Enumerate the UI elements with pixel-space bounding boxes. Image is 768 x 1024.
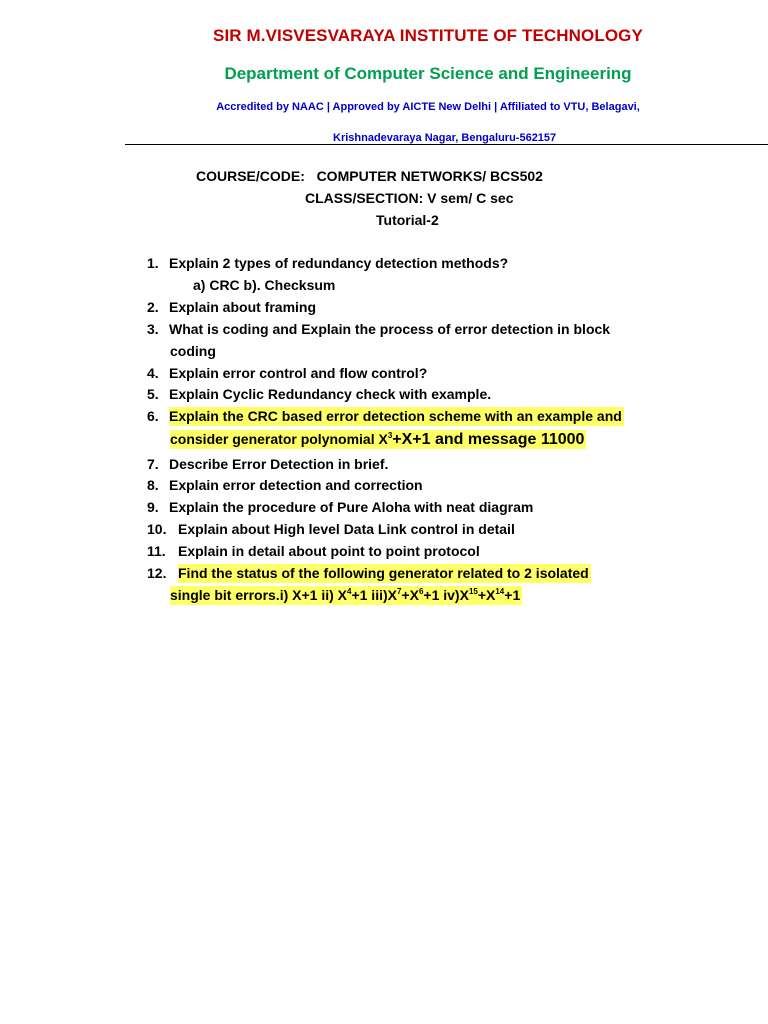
question-item (147, 521, 515, 537)
exponent: 4 (347, 587, 352, 596)
question-continuation (170, 587, 522, 603)
question-text: Explain about framing (169, 299, 317, 315)
question-number: 4. (147, 365, 159, 381)
question-item (147, 255, 508, 271)
exponent: 14 (495, 587, 505, 596)
question-number: 10. (147, 521, 167, 537)
question-item (147, 299, 316, 315)
highlighted-continuation (170, 586, 522, 605)
question-number: 9. (147, 499, 159, 515)
continuation-text: +1 (504, 587, 521, 603)
exponent: 6 (418, 587, 424, 596)
question-item-highlighted (147, 408, 624, 424)
question-number: 5. (147, 386, 159, 402)
exponent: 15 (468, 587, 478, 596)
question-number: 6. (147, 408, 159, 424)
question-item (147, 365, 427, 381)
continuation-text: +X (401, 587, 419, 603)
continuation-text: consider generator polynomial X (170, 431, 388, 447)
question-item (147, 543, 480, 559)
question-text: Explain error detection and correction (169, 477, 423, 493)
question-text: What is coding and Explain the process of error detection in block (169, 321, 611, 337)
question-text: Explain the CRC based error detection scheme with an example and (169, 408, 622, 424)
continuation-text: +1 iii)X (351, 587, 397, 603)
question-item (147, 321, 610, 337)
question-number: 7. (147, 456, 159, 472)
question-number: 8. (147, 477, 159, 493)
question-number: 11. (147, 543, 166, 559)
class-section: CLASS/SECTION: V sem/ C sec (305, 190, 514, 206)
continuation-text: single bit errors.i) X+1 ii) X (170, 587, 347, 603)
continuation-text: +1 iv)X (423, 587, 469, 603)
question-text: Explain the procedure of Pure Aloha with neat diagram (169, 499, 534, 515)
question-item (147, 499, 533, 515)
question-continuation: coding (170, 343, 216, 359)
highlighted-continuation (170, 430, 586, 449)
question-subitem: a) CRC b). Checksum (193, 277, 336, 293)
question-text: Explain error control and flow control? (169, 365, 428, 381)
department-name: Department of Computer Science and Engineering (224, 64, 632, 83)
header-divider (125, 144, 768, 145)
question-text: Explain Cyclic Redundancy check with example. (169, 386, 492, 402)
accreditation-line: Accredited by NAAC | Approved by AICTE New Delhi | Affiliated to VTU, Belagavi, (216, 101, 640, 113)
question-text: Describe Error Detection in brief. (169, 456, 389, 472)
address-line: Krishnadevaraya Nagar, Bengaluru-562157 (333, 132, 557, 144)
institute-name: SIR M.VISVESVARAYA INSTITUTE OF TECHNOLOGY (213, 26, 643, 45)
question-item (147, 386, 491, 402)
tutorial-title: Tutorial-2 (376, 212, 439, 228)
question-number: 1. (147, 255, 159, 271)
question-number: 12. (147, 565, 167, 581)
exponent: 7 (396, 587, 402, 596)
exponent: 3 (387, 431, 393, 440)
question-number: 3. (147, 321, 159, 337)
continuation-text: +X (477, 587, 496, 603)
question-text: Find the status of the following generator related to 2 isolated (178, 565, 589, 581)
question-text: Explain 2 types of redundancy detection methods? (169, 255, 509, 271)
question-continuation (170, 431, 586, 449)
question-number: 2. (147, 299, 159, 315)
question-item (147, 456, 388, 472)
question-item-highlighted (147, 565, 591, 581)
course-code: COURSE/CODE: COMPUTER NETWORKS/ BCS502 (196, 168, 543, 184)
continuation-text: +X+1 and message 11000 (392, 431, 585, 448)
question-item (147, 477, 423, 493)
question-text: Explain in detail about point to point protocol (178, 543, 480, 559)
question-text: Explain about High level Data Link control in detail (178, 521, 515, 537)
